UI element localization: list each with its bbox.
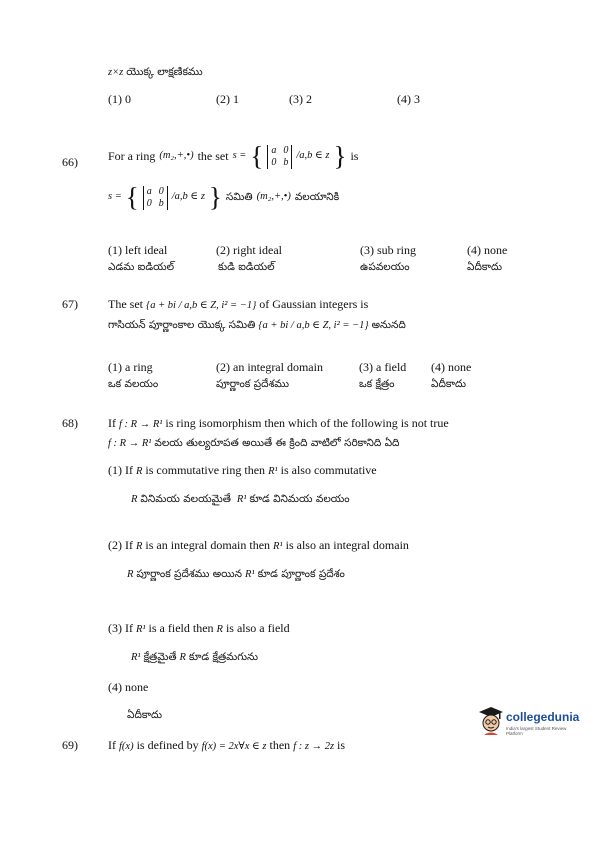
q67-set: {a + bi / a,b ∈ Z, i² = −1} [146,300,257,311]
q68-o2-te-r: R [127,569,134,580]
q67-post: of Gaussian integers is [259,297,369,311]
q68-option-1 [108,464,377,478]
q67-te-pre: గాసియన్ పూర్ణాంకాల యొక్క సమితి [108,319,256,331]
q66-te-set-cond: /a,b ∈ z [171,191,205,203]
q66-matrix [267,145,292,169]
q66-te-matrix-cell: b [158,197,164,209]
q66-matrix-cell: a [271,144,277,156]
q69-then: then [269,738,291,752]
q69-map: f : z → 2z [293,741,335,752]
q65-option-4: (4) 3 [397,92,420,106]
q68-o1-te-b: కూడ వినిమయ వలయం [249,493,350,505]
q65-option-2: (2) 1 [216,92,239,106]
q66-option-3-telugu: ఉపవలయం [360,261,410,273]
q68-o2-r1: R¹ [273,541,283,552]
q65-line [108,65,203,79]
q68-o1-te-a: వినిమయ వలయమైతే [140,493,231,505]
q68-o2-pre: (2) If [108,538,133,552]
q68-number: 68) [62,416,78,430]
q67-option-3-telugu: ఒక క్షేత్రం [359,378,395,390]
q68-o1-te-r: R [131,494,138,505]
q67-option-1-telugu: ఒక వలయం [108,378,159,390]
q67-option-4: (4) none [431,360,472,374]
q66-ring: (m₂,+,•) [159,150,194,162]
q69-def: f(x) = 2x∀x ∈ z [201,741,267,752]
q65-option-3: (3) 2 [289,92,312,106]
q68-option-3-telugu [131,650,258,664]
q68-pre: If [108,416,116,430]
q66-option-1: (1) left ideal [108,243,168,257]
logo-wordmark: collegedunia [506,710,580,724]
q66-matrix-cell: 0 [271,156,277,168]
q66-te-matrix [143,186,168,210]
q68-o3-r: R [216,624,223,635]
q67-te-post: అనునది [371,319,406,331]
q68-o1-pre: (1) If [108,463,133,477]
q69-number: 69) [62,738,78,752]
q66-set-lhs: s = [232,150,247,162]
q67-stem-telugu [108,318,406,332]
q68-o3-te-r: R [179,652,186,663]
q68-o2-r: R [135,541,143,552]
q66-set-cond: /a,b ∈ z [296,150,330,162]
q68-o1-mid: is commutative ring then [145,463,266,477]
q67-option-2-telugu: పూర్ణాంక ప్రదేశము [216,378,290,390]
q66-matrix-cell: 0 [283,144,289,156]
graduate-mascot-icon [478,706,504,736]
q68-o1-te-r1: R¹ [236,494,247,505]
q66-option-4: (4) none [467,243,508,257]
q68-o3-mid: is a field then [148,621,214,635]
q66-te-brace-close: } [208,182,222,212]
q68-o2-mid: is an integral domain then [145,538,271,552]
q67-number: 67) [62,297,78,311]
q66-te-post: వలయానికి [294,191,340,204]
q68-option-4-telugu: ఏదీకాదు [127,709,163,721]
q67-option-2: (2) an integral domain [216,360,323,374]
q68-option-1-telugu [131,492,350,506]
q66-te-ring: (m₂,+,•) [256,191,291,203]
q67-stem [108,298,368,312]
q68-option-2 [108,539,409,553]
q66-te-matrix-cell: 0 [158,185,164,197]
q66-mid: the set [197,148,229,163]
q68-te-map: f : R → R¹ [108,438,152,449]
q65-option-1: (1) 0 [108,92,131,106]
q66-matrix-cell: b [283,156,289,168]
q66-option-2: (2) right ideal [216,243,282,257]
q67-option-1: (1) a ring [108,360,153,374]
q68-o2-te-b: కూడ పూర్ణాంక ప్రదేశం [257,568,345,580]
q66-brace-open: { [250,141,264,171]
q68-o2-post: is also an integral domain [285,538,409,552]
q68-o2-te-a: పూర్ణాంక ప్రదేశము అయిన [136,568,243,580]
q68-o1-post: is also commutative [280,463,377,477]
q66-te-set-lhs: s = [108,191,122,203]
q68-map: f : R → R¹ [119,419,163,430]
q66-option-1-telugu: ఎడమ ఐడియల్ [108,261,175,273]
q68-o3-r1: R¹ [135,624,146,635]
q66-stem-telugu [108,184,339,211]
q66-number: 66) [62,155,78,169]
q66-option-3: (3) sub ring [360,243,416,257]
q69-stem [108,739,345,753]
q66-post: is [350,148,359,163]
q68-stem-telugu [108,436,399,450]
q68-o3-pre: (3) If [108,621,133,635]
q66-option-4-telugu: ఏదీకాదు [467,261,503,273]
q68-post: is ring isomorphism then which of the following is not true [165,416,449,430]
q68-o3-post: is also a field [225,621,290,635]
q67-te-set: {a + bi / a,b ∈ Z, i² = −1} [258,320,369,331]
q65-math: z×z [108,67,124,78]
q68-option-3 [108,622,290,636]
q69-pre: If [108,738,116,752]
q66-pre: For a ring [108,148,156,163]
q68-stem [108,417,449,431]
q66-stem [108,143,358,170]
q66-option-2-telugu: కుడి ఐడియల్ [218,261,275,273]
q68-option-2-telugu [127,567,345,581]
q68-option-4: (4) none [108,680,149,694]
q66-te-brace-open: { [125,182,139,212]
q66-brace-close: } [333,141,347,171]
q68-o3-te-a: క్షేత్రమైతే [143,651,177,663]
q66-te-matrix-cell: 0 [146,197,152,209]
q68-o3-te-r1: R¹ [131,652,141,663]
q69-fx: f(x) [119,741,134,752]
q67-option-4-telugu: ఏదీకాదు [431,378,467,390]
q65-telugu: యొక్క లాక్షణికము [126,66,203,78]
collegedunia-logo [478,704,582,740]
logo-tagline: India's largest Student Review Platform [506,726,567,736]
q67-option-3: (3) a field [359,360,407,374]
q68-te-post: వలయ తుల్యరూపత అయితే ఈ క్రింది వాటిలో సరికానిది ఏది [154,437,400,449]
q68-o1-r1: R¹ [268,466,278,477]
q68-o1-r: R [135,466,143,477]
q66-te-mid: సమితి [225,191,253,204]
q68-o3-te-b: కూడ క్షేత్రమగును [188,651,259,663]
q69-mid: is defined by [136,738,199,752]
q67-pre: The set [108,297,143,311]
q68-o2-te-r1: R¹ [245,569,255,580]
q66-te-matrix-cell: a [146,185,152,197]
q69-post: is [337,738,346,752]
